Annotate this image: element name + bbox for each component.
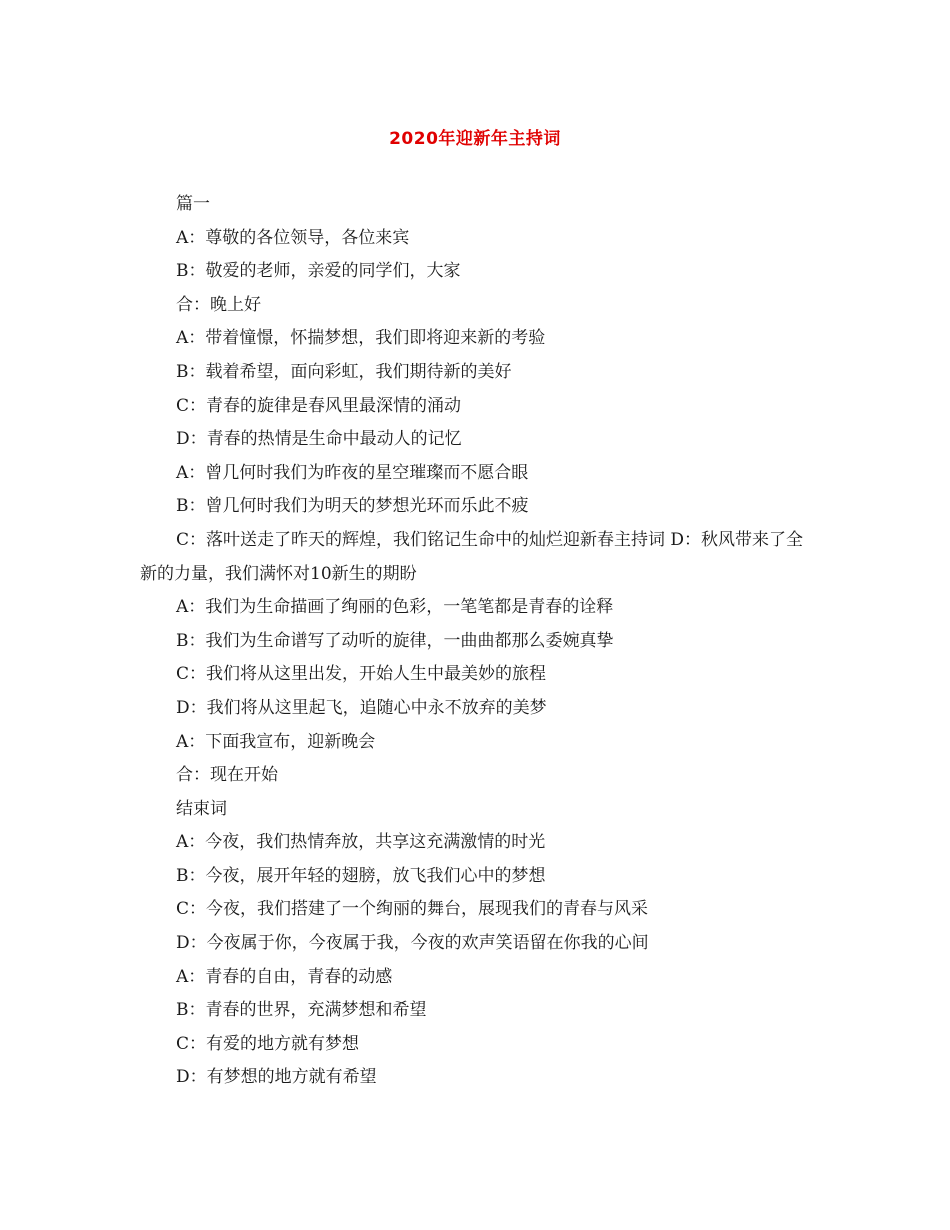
script-line: B：我们为生命谱写了动听的旋律，一曲曲都那么委婉真挚: [176, 630, 614, 651]
script-line: C：我们将从这里出发，开始人生中最美妙的旅程: [176, 664, 547, 685]
script-line: D：我们将从这里起飞，追随心中永不放弃的美梦: [176, 697, 547, 718]
section-heading: 结束词: [176, 798, 227, 819]
script-line: A：曾几何时我们为昨夜的星空璀璨而不愿合眼: [176, 462, 529, 483]
script-line: A：今夜，我们热情奔放，共享这充满激情的时光: [176, 832, 546, 853]
script-line: C：落叶送走了昨天的辉煌，我们铭记生命中的灿烂迎新春主持词 D：秋风带来了全新的力量，我们满怀对10新生的期盼: [140, 529, 804, 584]
document-body: [140, 188, 820, 1095]
script-line: A：青春的自由，青春的动感: [176, 966, 393, 987]
script-line: C：青春的旋律是春风里最深情的涌动: [176, 395, 462, 416]
section-heading: 篇一: [176, 194, 210, 214]
document-title: 2020年迎新年主持词: [389, 129, 561, 149]
script-line: C：有爱的地方就有梦想: [176, 1033, 360, 1054]
script-line: B：今夜，展开年轻的翅膀，放飞我们心中的梦想: [176, 865, 546, 886]
script-line: B：敬爱的老师，亲爱的同学们，大家: [176, 261, 461, 282]
script-line: D：今夜属于你，今夜属于我，今夜的欢声笑语留在你我的心间: [176, 933, 649, 954]
script-line: B：青春的世界，充满梦想和希望: [176, 1000, 427, 1021]
script-line: A：带着憧憬，怀揣梦想，我们即将迎来新的考验: [176, 328, 546, 349]
script-line: D：有梦想的地方就有希望: [176, 1067, 377, 1088]
script-line: C：今夜，我们搭建了一个绚丽的舞台，展现我们的青春与风采: [176, 899, 649, 920]
script-line: A：尊敬的各位领导，各位来宾: [176, 227, 410, 248]
script-line: D：青春的热情是生命中最动人的记忆: [176, 429, 462, 450]
script-line: B：载着希望，面向彩虹，我们期待新的美好: [176, 361, 512, 382]
script-line: 合：现在开始: [176, 765, 278, 786]
script-line: A：下面我宣布，迎新晚会: [176, 731, 376, 752]
script-line: B：曾几何时我们为明天的梦想光环而乐此不疲: [176, 496, 529, 517]
script-line: 合：晚上好: [176, 294, 261, 315]
script-line: A：我们为生命描画了绚丽的色彩，一笔笔都是青春的诠释: [176, 597, 614, 618]
